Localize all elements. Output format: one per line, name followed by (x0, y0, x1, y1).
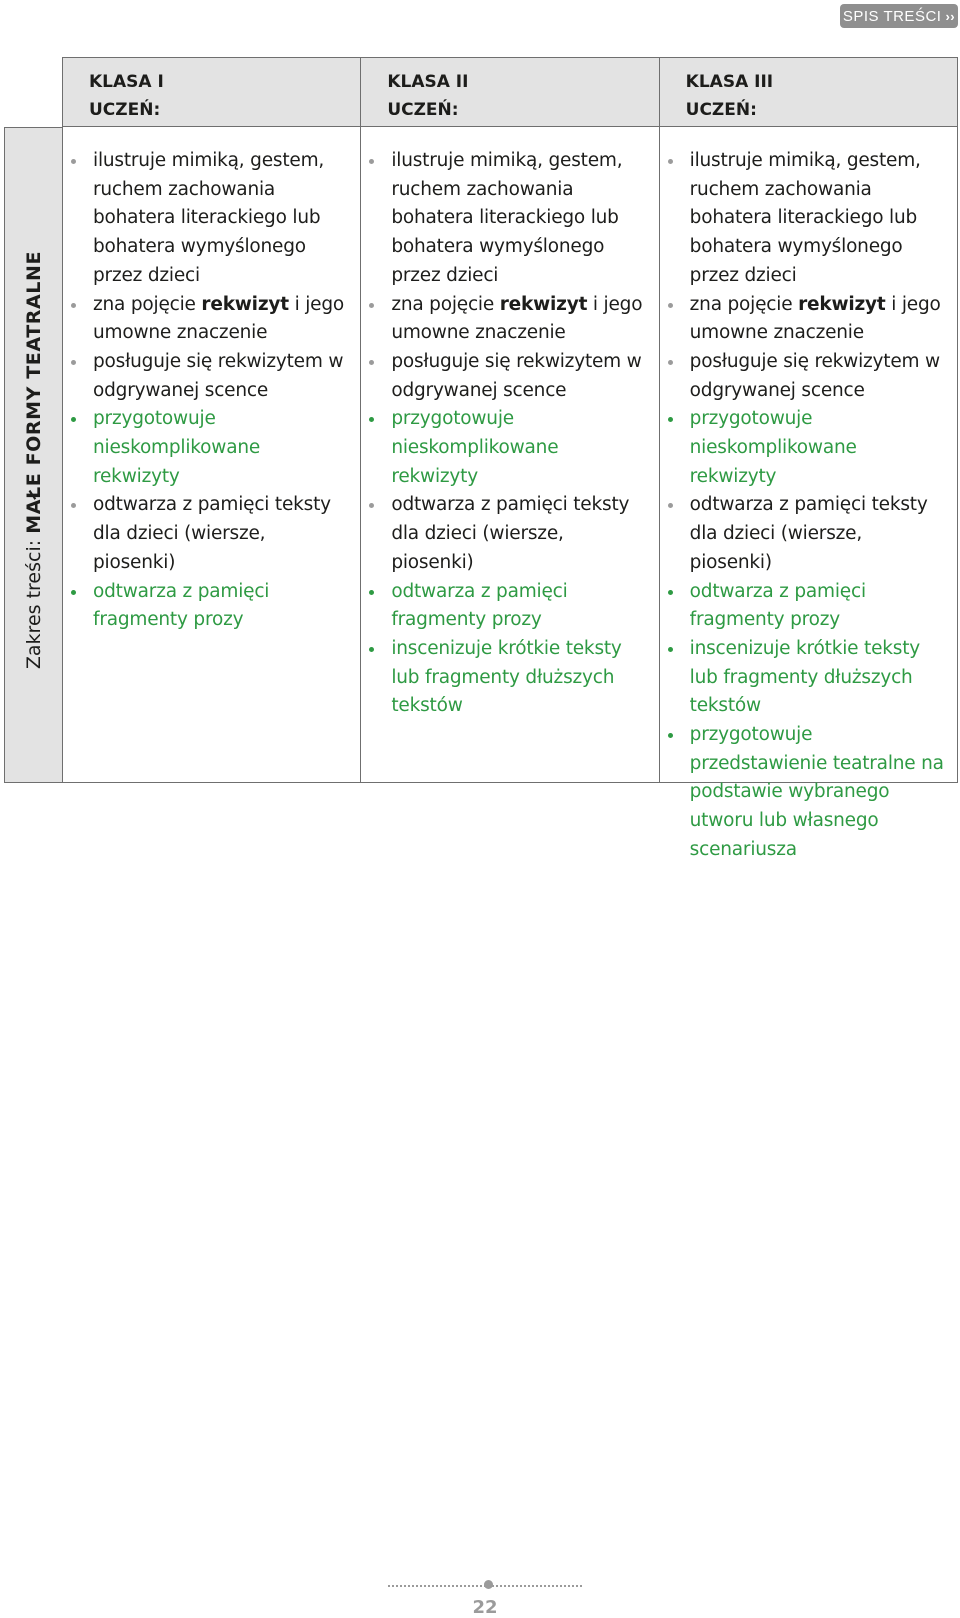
double-chevron-right-icon: ›› (945, 8, 956, 24)
student-label: UCZEŃ: (387, 100, 459, 120)
table-header-row (62, 57, 958, 127)
list-item: odtwarza z pamięci fragmenty prozy (690, 578, 949, 635)
toc-button-label: SPIS TREŚCI (842, 7, 942, 25)
list-item: inscenizuje krótkie teksty lub fragmenty dłuższych tekstów (391, 635, 650, 721)
list-item: przygotowuje nieskomplikowane rekwizyty (391, 405, 650, 491)
bold-term: rekwizyt (798, 293, 886, 315)
list-item: posługuje się rekwizytem w odgrywanej scence (690, 348, 949, 405)
item-text: i jego umowne znaczenie (93, 293, 344, 344)
list-item: przygotowuje nieskomplikowane rekwizyty (93, 405, 352, 491)
list-item: ilustruje mimiką, gestem, ruchem zachowania bohatera literackiego lub bohatera wymyślonego przez dzieci (391, 147, 650, 291)
item-text: i jego umowne znaczenie (391, 293, 643, 344)
items-list-klasa-1 (93, 147, 352, 635)
list-item: przygotowuje przedstawienie teatralne na podstawie wybranego utworu lub własnego scenariusza (690, 721, 949, 865)
item-text: zna pojęcie (93, 293, 202, 315)
bold-term: rekwizyt (499, 293, 588, 315)
list-item: posługuje się rekwizytem w odgrywanej scence (391, 348, 650, 405)
column-klasa-1 (63, 127, 361, 782)
list-item (391, 291, 650, 348)
header-cell-klasa-2 (361, 58, 659, 126)
header-cell-klasa-1 (63, 58, 361, 126)
list-item: odtwarza z pamięci fragmenty prozy (93, 578, 352, 635)
list-item: ilustruje mimiką, gestem, ruchem zachowania bohatera literackiego lub bohatera wymyślonego przez dzieci (93, 147, 352, 291)
side-label-prefix: Zakres treści: (22, 533, 45, 670)
list-item (93, 291, 352, 348)
table-body-row (62, 127, 958, 860)
bold-term: rekwizyt (201, 293, 289, 315)
item-text: zna pojęcie (689, 293, 799, 315)
side-label-topic: MAŁE FORMY TEATRALNE (22, 250, 45, 534)
list-item: posługuje się rekwizytem w odgrywanej scence (93, 348, 352, 405)
list-item: ilustruje mimiką, gestem, ruchem zachowania bohatera literackiego lub bohatera wymyślonego przez dzieci (690, 147, 949, 291)
list-item: odtwarza z pamięci teksty dla dzieci (wiersze, piosenki) (93, 491, 352, 577)
item-text: zna pojęcie (391, 293, 500, 315)
item-text: i jego umowne znaczenie (689, 293, 941, 344)
column-klasa-3 (660, 127, 957, 860)
items-list-klasa-3 (690, 147, 949, 865)
list-item: odtwarza z pamięci teksty dla dzieci (wiersze, piosenki) (690, 491, 949, 577)
list-item (690, 291, 949, 348)
header-cell-klasa-3 (660, 58, 957, 126)
class-label: KLASA II (387, 72, 469, 92)
column-klasa-2 (361, 127, 659, 782)
student-label: UCZEŃ: (89, 100, 161, 120)
list-item: odtwarza z pamięci fragmenty prozy (391, 578, 650, 635)
list-item: inscenizuje krótkie teksty lub fragmenty dłuższych tekstów (690, 635, 949, 721)
class-label: KLASA III (685, 72, 774, 92)
items-list-klasa-2 (391, 147, 650, 721)
class-label: KLASA I (89, 72, 164, 92)
student-label: UCZEŃ: (685, 100, 757, 120)
side-label-text (23, 251, 45, 669)
side-label-cell (4, 127, 62, 783)
toc-button[interactable] (840, 4, 958, 28)
list-item: przygotowuje nieskomplikowane rekwizyty (690, 405, 949, 491)
footer-dot-icon (484, 1580, 493, 1589)
page-number: 22 (472, 1597, 498, 1618)
list-item: odtwarza z pamięci teksty dla dzieci (wiersze, piosenki) (391, 491, 650, 577)
